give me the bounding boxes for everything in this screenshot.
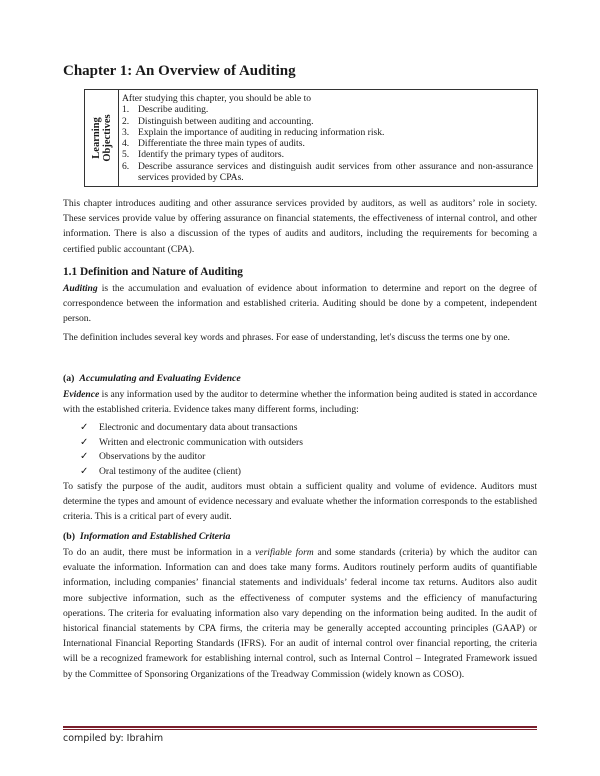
evidence-forms-list xyxy=(80,421,303,479)
evidence-definition: Evidence is any information used by the auditor to determine whether the information being audited is stated in accordance with the established criteria. Evidence takes many different forms, including: xyxy=(63,389,537,416)
list-item: ✓ Observations by the auditor xyxy=(80,450,303,465)
subsection-heading-a: (a) Accumulating and Evaluating Evidence xyxy=(63,373,241,384)
objective-item: 2. Distinguish between auditing and accounting. xyxy=(122,115,314,127)
objectives-content xyxy=(119,90,537,186)
side-label-line2: Objectives xyxy=(101,114,113,162)
footer-credit: compiled by: Ibrahim xyxy=(63,733,164,744)
list-item: ✓ Electronic and documentary data about transactions xyxy=(80,421,303,436)
evidence-paragraph: To satisfy the purpose of the audit, auditors must obtain a sufficient quality and volume of evidence. Auditors must determine the types and amount of evidence necessary and evaluate whether the information corresponds to the established criteria. This is a critical part of every audit. xyxy=(63,481,537,523)
term-auditing: Auditing xyxy=(63,283,98,294)
subsection-heading-b: (b) Information and Established Criteria xyxy=(63,531,231,542)
checkmark-icon: ✓ xyxy=(80,436,89,448)
intro-paragraph: This chapter introduces auditing and other assurance services provided by auditors, as well as auditors’ role in society. These services provide value by offering assurance on financial statements, the effectiveness of internal control, and other information. There is also a discussion of the types of audits and auditors, including the requirements for becoming a certified public accountant (CPA). xyxy=(63,198,537,255)
objectives-intro: After studying this chapter, you should be able to xyxy=(122,93,312,104)
checkmark-icon: ✓ xyxy=(80,422,89,433)
learning-objectives-box xyxy=(84,89,538,187)
objectives-list xyxy=(122,104,533,183)
term-verifiable-form: verifiable form xyxy=(255,547,314,558)
information-criteria-paragraph: To do an audit, there must be information in a verifiable form and some standards (criteria) by which the auditor can evaluate the information. Information can and does take many forms. Auditors routinely perform audits of quantifiable information, including companies’ financial statements and individuals’ federal income tax returns. Auditors also audit more subjective information, such as the effectiveness of computer systems and the efficiency of manufacturing operations. The criteria for evaluating information also vary depending on the information being audited. In the audit of historical financial statements by CPA firms, the criteria may be generally accepted accounting principles (GAAP) or International Financial Reporting Standards (IFRS). For an audit of internal control over financial reporting, the criteria will be a recognized framework for establishing internal control, such as Internal Control – Integrated Framework issued by the Committee of Sponsoring Organizations of the Treadway Commission (widely known as COSO). xyxy=(63,547,537,680)
list-item: ✓ Oral testimony of the auditee (client) xyxy=(80,465,303,480)
chapter-title: Chapter 1: An Overview of Auditing xyxy=(63,63,296,79)
footer-rule-thin xyxy=(63,729,537,730)
objective-item: 1. Describe auditing. xyxy=(122,104,209,116)
section-heading-1-1: 1.1 Definition and Nature of Auditing xyxy=(63,266,243,278)
checkmark-icon: ✓ xyxy=(80,465,89,477)
list-item: ✓ Written and electronic communication with outsiders xyxy=(80,436,303,451)
checkmark-icon: ✓ xyxy=(80,451,89,462)
term-evidence: Evidence xyxy=(63,389,100,400)
objective-item: 3. Explain the importance of auditing in reducing information risk. xyxy=(122,126,385,138)
auditing-definition: Auditing is the accumulation and evaluation of evidence about information to determine and report on the degree of correspondence between the information and established criteria. Auditing should be done by a competent, independent person. xyxy=(63,283,537,325)
objective-item: 4. Differentiate the three main types of audits. xyxy=(122,138,305,150)
objective-item: 6. Describe assurance services and distinguish audit services from other assurance and non-assurance services provided by CPAs. xyxy=(122,160,533,184)
side-label-line1: Learning xyxy=(90,117,102,159)
definition-explainer: The definition includes several key words and phrases. For ease of understanding, let's discuss the terms one by one. xyxy=(63,332,510,343)
footer-rule xyxy=(63,726,537,728)
objective-item: 5. Identify the primary types of auditors. xyxy=(122,149,285,161)
objectives-side-label xyxy=(85,90,119,186)
